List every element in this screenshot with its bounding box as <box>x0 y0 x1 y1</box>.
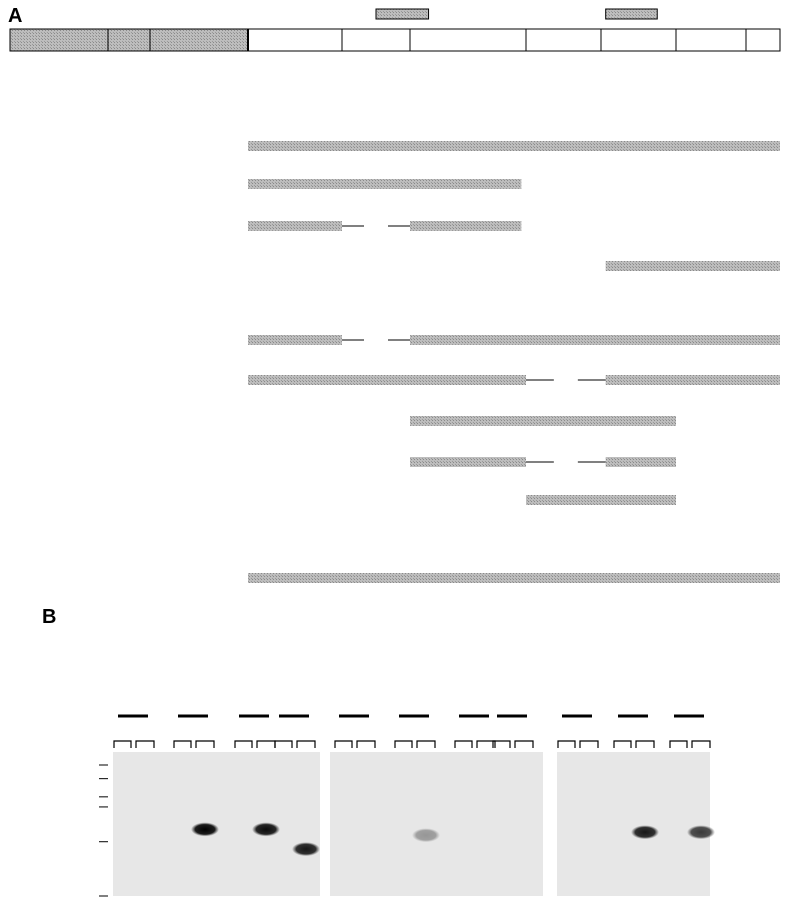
construct-bar <box>606 457 676 467</box>
lane-bracket <box>136 741 154 748</box>
lane-pair <box>235 716 275 748</box>
domain-segment <box>150 29 248 51</box>
construct-bar <box>526 495 676 505</box>
lane-bracket <box>196 741 214 748</box>
construct-bar <box>410 221 521 231</box>
lane-bracket <box>515 741 533 748</box>
construct-bar <box>248 573 780 583</box>
domain-segment <box>342 29 410 51</box>
protein-band <box>687 825 715 839</box>
construct-bar <box>410 457 526 467</box>
lane-bracket <box>670 741 687 748</box>
domain-map <box>10 9 780 51</box>
construct-row <box>248 375 780 385</box>
lane-pair <box>174 716 214 748</box>
protein-band <box>631 825 659 839</box>
lane-bracket <box>580 741 598 748</box>
lane-bracket <box>357 741 375 748</box>
western-blot <box>99 716 715 896</box>
construct-bar <box>248 141 780 151</box>
snid-box <box>606 9 658 19</box>
lane-pair <box>493 716 533 748</box>
lane-bracket <box>417 741 435 748</box>
lane-pair <box>335 716 375 748</box>
protein-band <box>412 828 440 842</box>
construct-bar <box>410 335 780 345</box>
construct-bar <box>248 335 342 345</box>
lane-bracket <box>174 741 191 748</box>
protein-band <box>191 822 219 836</box>
gel-panel <box>557 752 710 896</box>
lane-bracket <box>477 741 495 748</box>
construct-bar <box>410 416 676 426</box>
construct-row <box>248 141 780 151</box>
domain-segment <box>10 29 108 51</box>
construct-row <box>410 457 676 467</box>
domain-segment <box>248 29 342 51</box>
domain-segment <box>601 29 676 51</box>
construct-bar <box>606 261 780 271</box>
lane-bracket <box>257 741 275 748</box>
lane-pair <box>670 716 710 748</box>
panel-a-label: A <box>8 5 23 27</box>
lane-bracket <box>335 741 352 748</box>
construct-list <box>248 141 780 583</box>
domain-segment <box>676 29 746 51</box>
lane-pair <box>558 716 598 748</box>
lane-pair <box>455 716 495 748</box>
lane-bracket <box>636 741 654 748</box>
gel-panel <box>330 752 543 896</box>
protein-band <box>292 842 320 856</box>
gel-panel <box>113 752 320 896</box>
panel-b-label: B <box>42 606 57 628</box>
lane-pair <box>614 716 654 748</box>
construct-bar <box>248 221 342 231</box>
construct-bar <box>248 179 521 189</box>
construct-row <box>606 261 780 271</box>
construct-row <box>248 573 780 583</box>
lane-bracket <box>614 741 631 748</box>
lane-bracket <box>297 741 315 748</box>
lane-pair <box>275 716 315 748</box>
domain-segment <box>746 29 780 51</box>
lane-pair <box>114 716 154 748</box>
construct-bar <box>606 375 780 385</box>
lane-bracket <box>395 741 412 748</box>
construct-row <box>248 221 521 231</box>
domain-segment <box>108 29 150 51</box>
domain-segment <box>526 29 601 51</box>
lane-pair <box>395 716 435 748</box>
snid-box <box>376 9 429 19</box>
lane-bracket <box>692 741 710 748</box>
lane-bracket <box>114 741 131 748</box>
lane-bracket <box>455 741 472 748</box>
protein-band <box>252 822 280 836</box>
construct-row <box>248 335 780 345</box>
construct-row <box>526 495 676 505</box>
lane-bracket <box>235 741 252 748</box>
lane-bracket <box>275 741 292 748</box>
construct-row <box>410 416 676 426</box>
domain-segment <box>410 29 526 51</box>
lane-bracket <box>558 741 575 748</box>
construct-bar <box>248 375 526 385</box>
construct-row <box>248 179 521 189</box>
